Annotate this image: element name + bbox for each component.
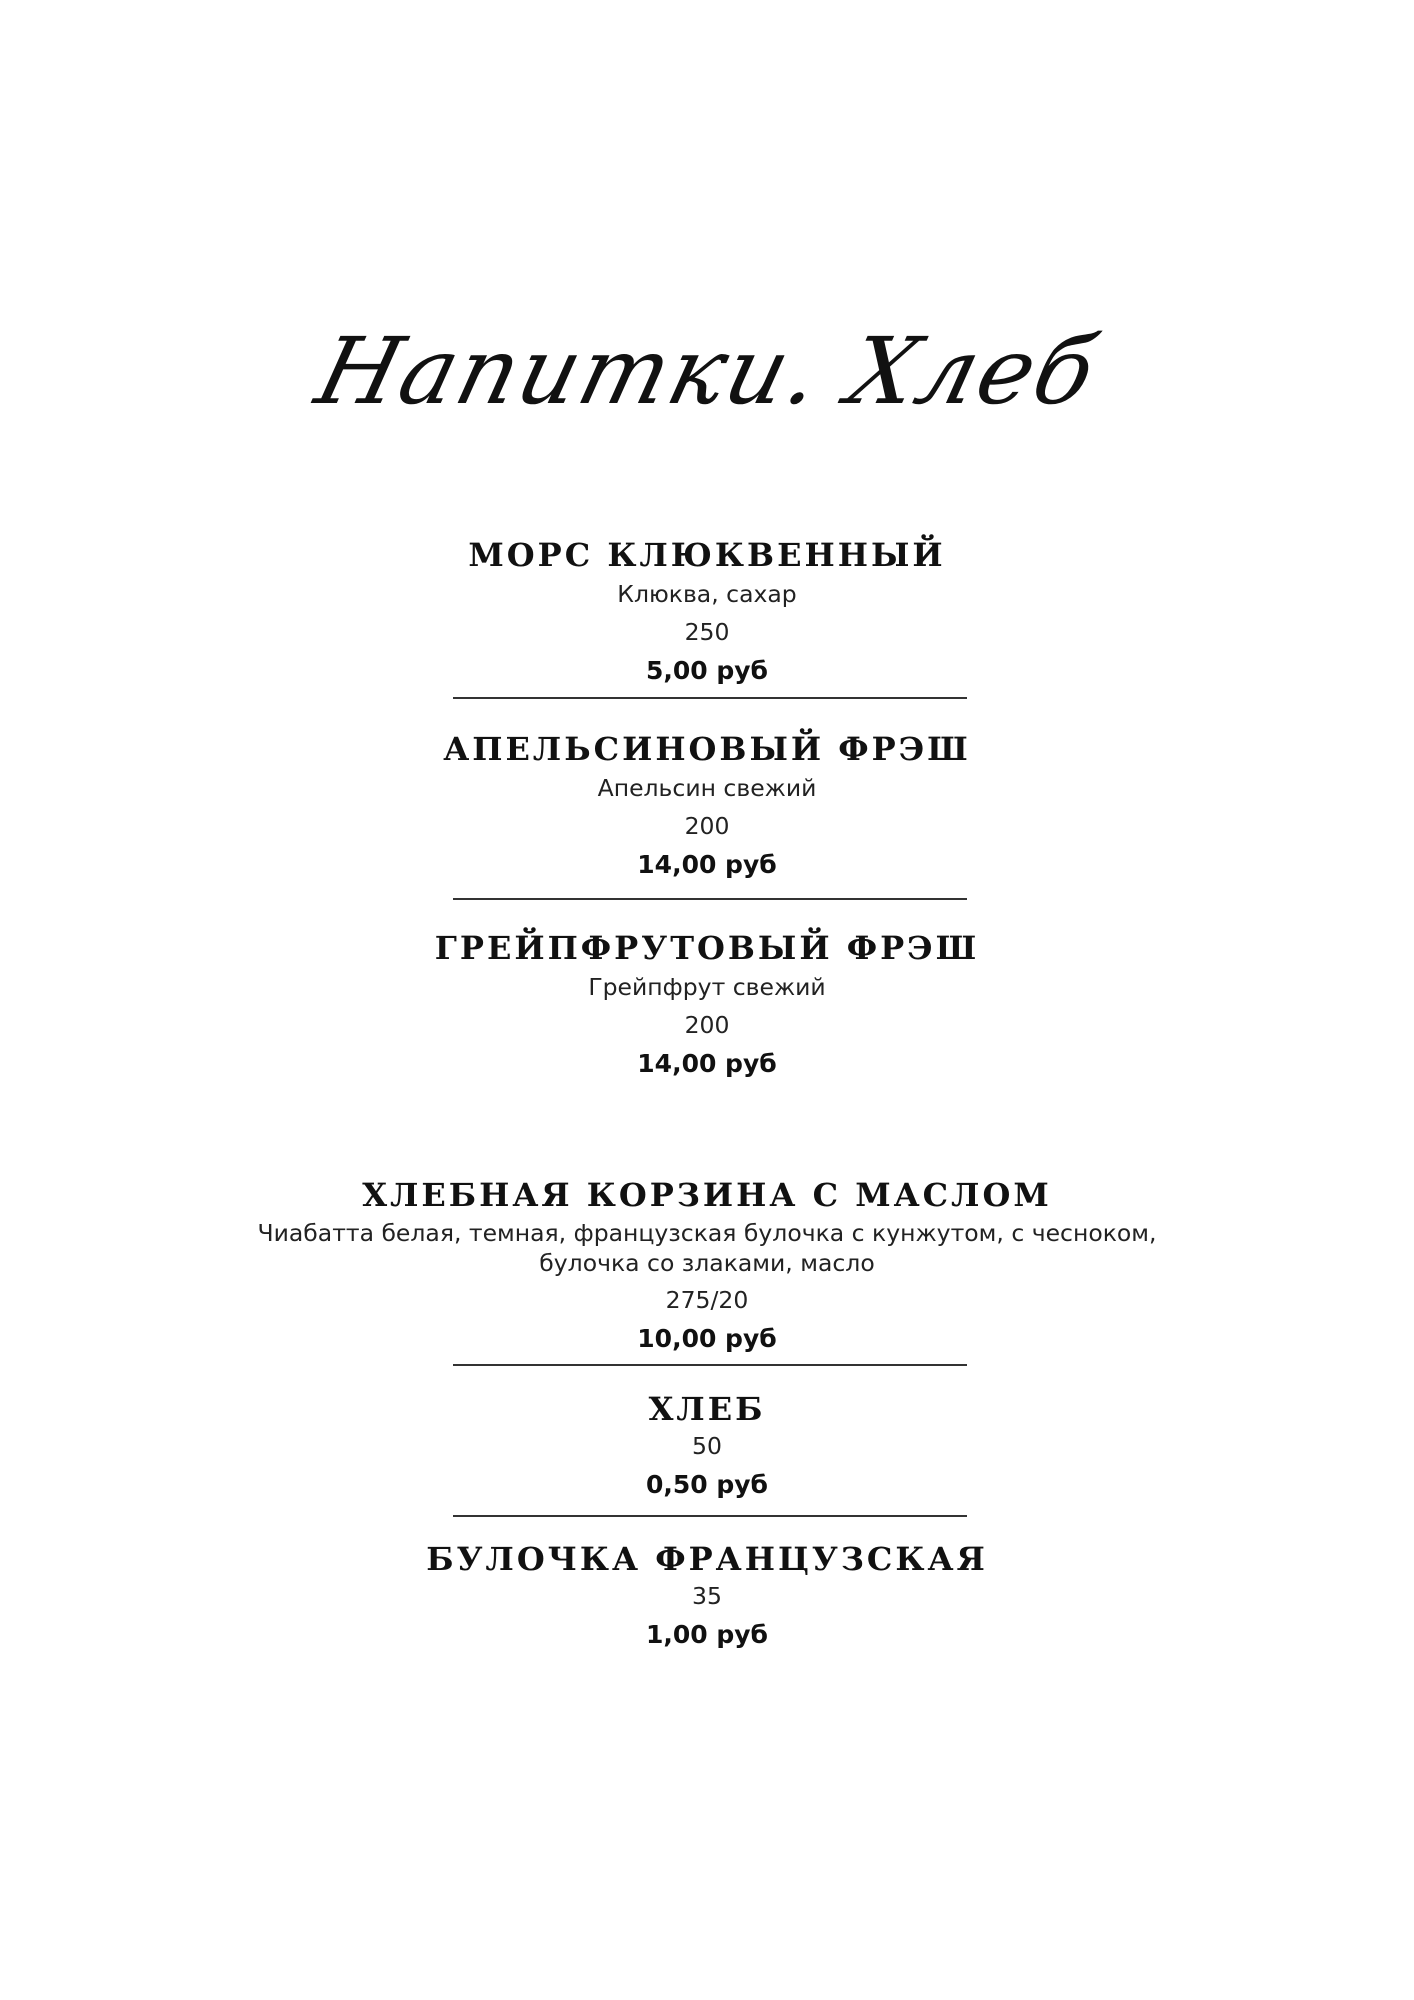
item-name: ХЛЕБ xyxy=(648,1390,766,1428)
item-weight: 200 xyxy=(684,812,730,840)
menu-item xyxy=(0,536,1414,688)
item-name: БУЛОЧКА ФРАНЦУЗСКАЯ xyxy=(426,1540,988,1578)
item-price: 0,50 руб xyxy=(645,1470,769,1499)
page-title: Напитки. Хлеб xyxy=(306,318,1108,425)
menu-item xyxy=(0,1176,1414,1356)
item-description: Клюква, сахар xyxy=(617,580,797,608)
item-price: 14,00 руб xyxy=(637,1049,777,1078)
item-weight: 275/20 xyxy=(665,1286,749,1314)
item-weight: 50 xyxy=(692,1432,722,1460)
item-name: МОРС КЛЮКВЕННЫЙ xyxy=(468,536,946,574)
item-description: Апельсин свежий xyxy=(597,774,817,802)
item-description-line-1: Чиабатта белая, темная, французская булочка с кунжутом, с чесноком, xyxy=(257,1219,1157,1247)
menu-item xyxy=(0,1540,1414,1652)
divider xyxy=(453,1364,967,1366)
item-price: 1,00 руб xyxy=(645,1620,769,1649)
item-description: Грейпфрут свежий xyxy=(588,973,826,1001)
menu-item xyxy=(0,1390,1414,1502)
menu-item xyxy=(0,730,1414,882)
item-price: 14,00 руб xyxy=(637,850,777,879)
divider xyxy=(453,1515,967,1517)
item-price: 5,00 руб xyxy=(645,656,769,685)
divider xyxy=(453,898,967,900)
item-name: АПЕЛЬСИНОВЫЙ ФРЭШ xyxy=(443,730,971,768)
item-name: ХЛЕБНАЯ КОРЗИНА С МАСЛОМ xyxy=(362,1176,1052,1214)
item-description-line-2: булочка со злаками, масло xyxy=(539,1249,875,1277)
menu-item xyxy=(0,929,1414,1081)
item-weight: 200 xyxy=(684,1011,730,1039)
item-weight: 35 xyxy=(692,1582,722,1610)
item-weight: 250 xyxy=(684,618,730,646)
divider xyxy=(453,697,967,699)
item-name: ГРЕЙПФРУТОВЫЙ ФРЭШ xyxy=(434,929,980,967)
item-price: 10,00 руб xyxy=(637,1324,777,1353)
